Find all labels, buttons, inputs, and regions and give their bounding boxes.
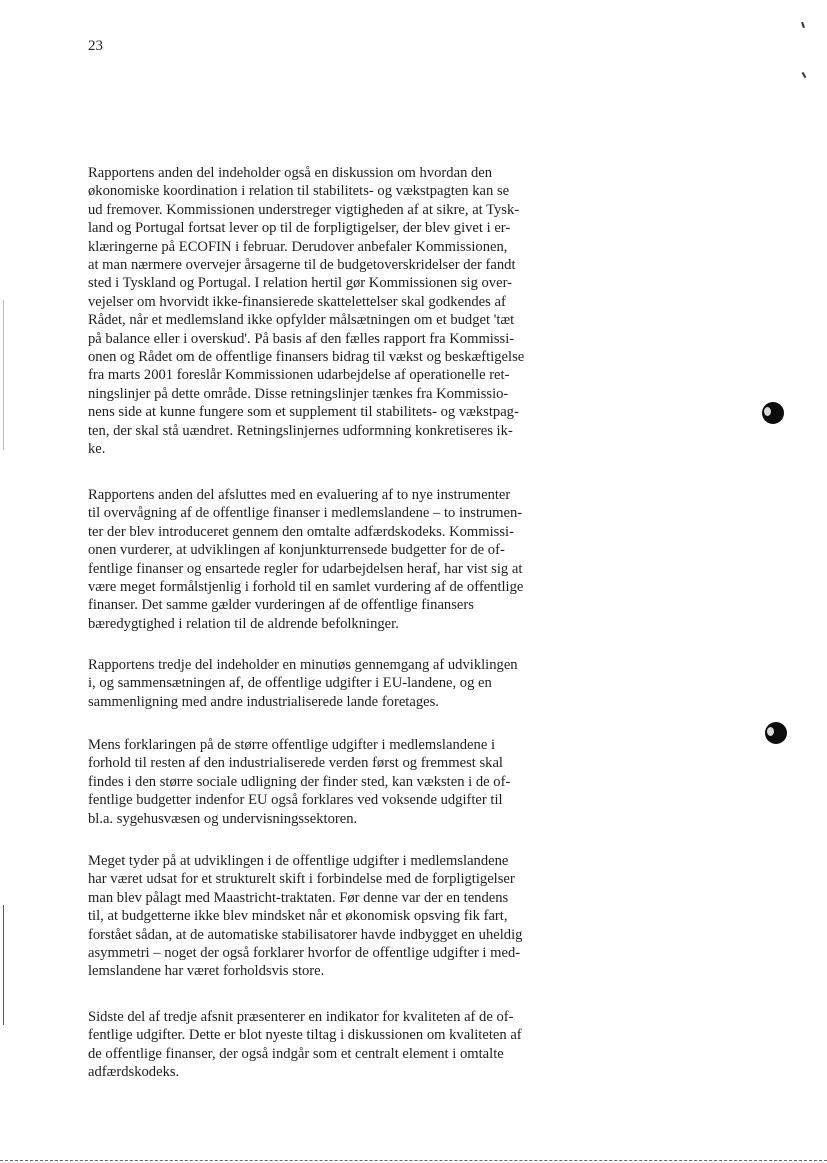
text-line: land og Portugal fortsat lever op til de forpligtigelser, der blev givet i er- (88, 220, 511, 237)
text-line: asymmetri – noget der også forklarer hvorfor de offentlige udgifter i med- (88, 945, 521, 962)
text-line: til overvågning af de offentlige finanser i medlemslandene – to instrumen- (88, 505, 523, 522)
text-line: fentlige budgetter indenfor EU også forklares ved voksende udgifter til (88, 792, 503, 809)
text-line: forhold til resten af den industrialiserede verden først og fremmest skal (88, 755, 503, 772)
left-edge-shadow (3, 300, 4, 450)
text-line: at man nærmere overvejer årsagerne til de budgetoverskridelser der fandt (88, 257, 516, 274)
paragraph-3 (88, 656, 616, 711)
text-line: lemslandene har været forholdsvis store. (88, 963, 325, 980)
text-line: Rapportens anden del indeholder også en diskussion om hvordan den (88, 165, 493, 181)
text-line: ningslinjer på dette område. Disse retningslinjer tænkes fra Kommissio- (88, 385, 509, 402)
text-line: Rapportens tredje del indeholder en minutiøs gennemgang af udviklingen (88, 657, 518, 673)
text-line: ke. (88, 441, 106, 458)
paragraph-2 (88, 486, 616, 633)
text-line: Rapportens anden del afsluttes med en evaluering af to nye instrumenter (88, 487, 511, 503)
text-line: bæredygtighed i relation til de aldrende befolkninger. (88, 615, 399, 632)
punch-hole-top (762, 402, 784, 424)
text-line: Sidste del af tredje afsnit præsenterer en indikator for kvaliteten af de of- (88, 1009, 514, 1025)
text-line: vejelser om hvorvidt ikke-finansierede skattelettelser skal godkendes af (88, 293, 506, 310)
paragraph-4 (88, 736, 616, 828)
bottom-edge-line (0, 1160, 827, 1162)
text-line: klæringerne på ECOFIN i februar. Derudover anbefaler Kommissionen, (88, 238, 508, 255)
text-line: Mens forklaringen på de større offentlige udgifter i medlemslandene i (88, 737, 496, 753)
text-line: finanser. Det samme gælder vurderingen af de offentlige finansers (88, 597, 474, 614)
paragraph-6 (88, 1008, 616, 1082)
text-line: sted i Tyskland og Portugal. I relation hertil gør Kommissionen sig over- (88, 275, 513, 292)
text-line: ten, der skal stå uændret. Retningslinjernes udformning konkretiseres ik- (88, 422, 513, 439)
scan-speck (802, 72, 807, 78)
text-line: findes i den større sociale udligning der finder sted, kan væksten i de of- (88, 773, 511, 790)
text-line: Meget tyder på at udviklingen i de offentlige udgifter i medlemslandene (88, 853, 509, 869)
scan-speck (801, 22, 805, 28)
text-line: fentlige udgifter. Dette er blot nyeste tiltag i diskussionen om kvaliteten af (88, 1027, 522, 1044)
text-line: onen og Rådet om de offentlige finansers bidrag til vækst og beskæftigelse (88, 349, 525, 366)
text-line: forstået sådan, at de automatiske stabilisatorer havde indbygget en uheldig (88, 926, 523, 943)
text-line: fentlige finanser og ensartede regler for udarbejdelsen heraf, har vist sig at (88, 560, 523, 577)
text-line: til, at budgetterne ikke blev mindsket når et økonomisk opsving fik fart, (88, 908, 508, 925)
punch-hole-bottom (765, 722, 787, 744)
text-line: ud fremover. Kommissionen understreger vigtigheden af at sikre, at Tysk- (88, 201, 520, 218)
text-line: i, og sammensætningen af, de offentlige udgifter i EU-landene, og en (88, 675, 492, 692)
text-line: har været udsat for et strukturelt skift i forbindelse med de forpligtigelser (88, 871, 515, 888)
text-line: Rådet, når et medlemsland ikke opfylder målsætningen om et budget 'tæt (88, 312, 515, 329)
paragraph-1 (88, 164, 616, 459)
text-line: økonomiske koordination i relation til stabilitets- og vækstpagten kan se (88, 183, 510, 200)
text-line: på balance eller i overskud'. På basis af den fælles rapport fra Kommissi- (88, 330, 515, 347)
paragraph-5 (88, 852, 616, 981)
text-line: man blev pålagt med Maastricht-traktaten. Før denne var der en tendens (88, 889, 509, 906)
text-line: sammenligning med andre industrialiserede lande foretages. (88, 693, 439, 710)
page-number: 23 (88, 38, 103, 54)
left-edge-line (3, 905, 4, 1025)
text-line: nens side at kunne fungere som et supplement til stabilitets- og vækstpag- (88, 404, 519, 421)
text-line: ter der blev introduceret gennem den omtalte adfærdskodeks. Kommissi- (88, 523, 514, 540)
text-line: være meget formålstjenlig i forhold til en samlet vurdering af de offentlige (88, 579, 524, 596)
text-line: onen vurderer, at udviklingen af konjunkturrensede budgetter for de of- (88, 542, 505, 559)
text-line: adfærdskodeks. (88, 1064, 180, 1081)
text-line: bl.a. sygehusvæsen og undervisningssektoren. (88, 810, 358, 827)
text-line: de offentlige finanser, der også indgår som et centralt element i omtalte (88, 1045, 504, 1062)
text-line: fra marts 2001 foreslår Kommissionen udarbejdelse af operationelle ret- (88, 367, 510, 384)
